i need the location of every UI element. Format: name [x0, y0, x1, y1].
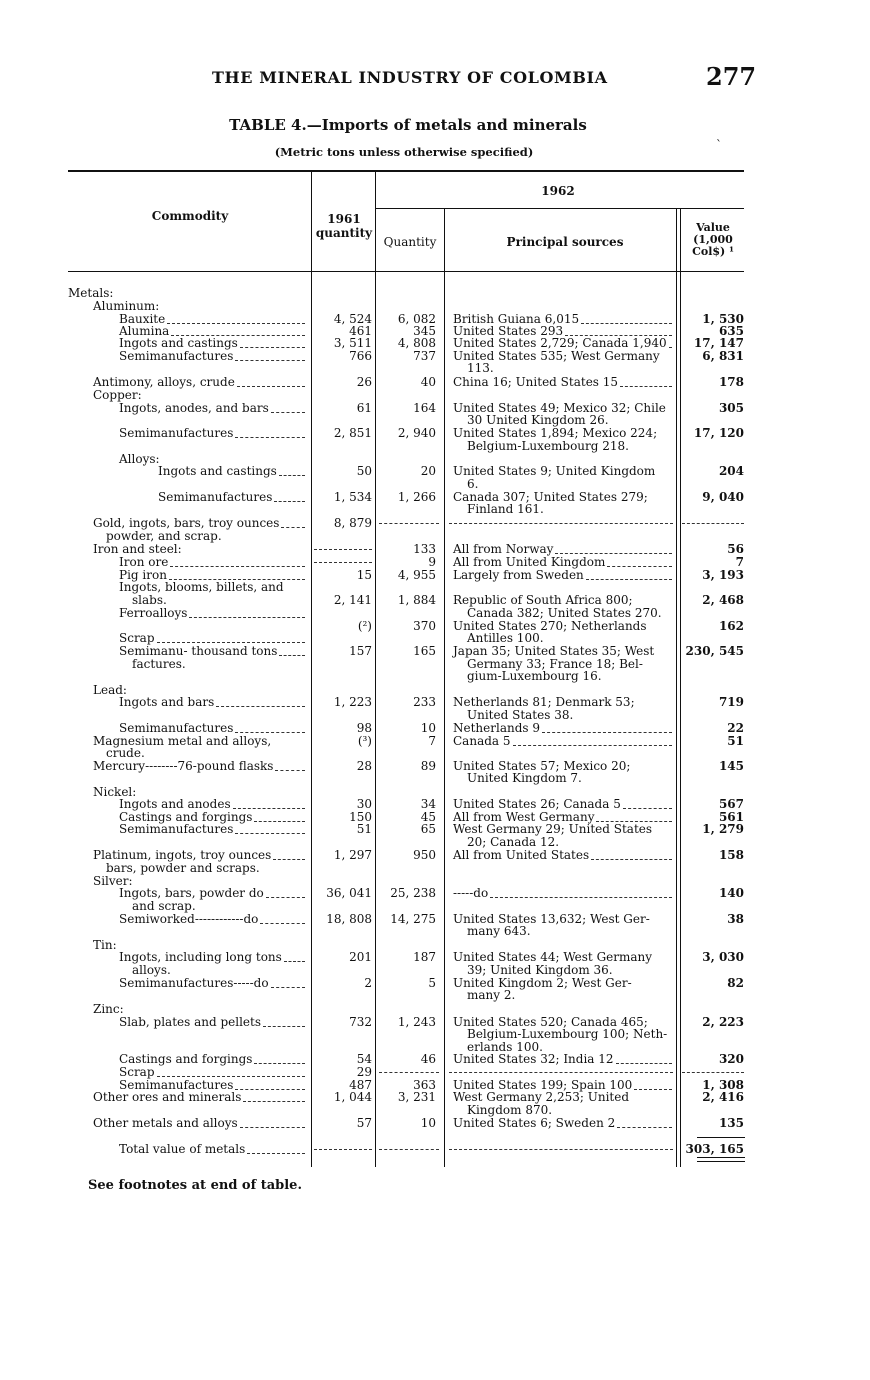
commodity-text: Mercury--------76-pound flasks	[93, 759, 274, 773]
leader-dots	[617, 1127, 672, 1128]
commodity-text: Other metals and alloys	[93, 1116, 238, 1130]
commodity-text: Semimanufactures	[119, 349, 234, 363]
quantity-1961: 4, 524	[333, 312, 372, 326]
value-1962: 561	[718, 810, 744, 824]
leader-dots	[555, 553, 672, 554]
quantity-1961: 461	[349, 324, 372, 338]
commodity-text: Iron and steel:	[93, 542, 182, 556]
quantity-1962: 65	[420, 822, 436, 836]
principal-sources: Netherlands 81; Denmark 53;	[453, 695, 635, 709]
principal-sources: United States 535; West Germany	[453, 349, 660, 363]
principal-sources: British Guiana 6,015	[453, 312, 580, 326]
leader-dots	[623, 808, 672, 809]
value-1962: 2, 416	[702, 1090, 744, 1104]
quantity-1962: 1, 266	[397, 490, 436, 504]
commodity-text: Semimanu- thousand tons	[119, 644, 278, 658]
quantity-1961: 1, 223	[333, 695, 372, 709]
commodity-text: Bauxite	[119, 312, 166, 326]
leader-dots	[254, 821, 305, 822]
leader-dots	[274, 501, 305, 502]
commodity-text: Magnesium metal and alloys,	[93, 734, 272, 748]
commodity-text: Ferroalloys	[119, 606, 188, 620]
value-1962: 3, 030	[702, 950, 744, 964]
quantity-1961: 150	[349, 810, 372, 824]
table-row	[0, 772, 870, 785]
principal-sources: Belgium-Luxembourg 218.	[467, 439, 629, 453]
table-row	[0, 1091, 870, 1104]
leader-dots	[243, 1101, 305, 1102]
principal-sources: Canada 5	[453, 734, 511, 748]
leader-dots	[157, 642, 305, 643]
header-value: Value (1,000 Col$) ¹	[692, 221, 734, 258]
quantity-1961: 30	[356, 797, 372, 811]
quantity-1962: 4, 955	[397, 568, 436, 582]
quantity-1962: 2, 940	[397, 426, 436, 440]
commodity-text: Lead:	[93, 683, 127, 697]
principal-sources: Japan 35; United States 35; West	[453, 644, 655, 658]
quantity-1962: 3, 231	[397, 1090, 436, 1104]
table-subtitle: (Metric tons unless otherwise specified)	[274, 145, 534, 159]
commodity-text: Scrap	[119, 631, 155, 645]
quantity-1961: 18, 808	[326, 912, 372, 926]
sources-blank	[449, 1072, 673, 1073]
table-title: TABLE 4.—Imports of metals and minerals	[229, 116, 587, 134]
running-title: THE MINERAL INDUSTRY OF COLOMBIA	[212, 68, 608, 87]
principal-sources: United Kingdom 7.	[467, 771, 582, 785]
principal-sources: Netherlands 9	[453, 721, 540, 735]
quantity-1962: 133	[413, 542, 436, 556]
commodity-text: Castings and forgings	[119, 810, 253, 824]
principal-sources: United States 38.	[467, 708, 574, 722]
quantity-1961: 51	[356, 822, 372, 836]
header-1962: 1962	[541, 184, 575, 198]
value-blank	[682, 523, 744, 524]
value-1962: 22	[727, 721, 744, 735]
principal-sources: All from United Kingdom	[453, 555, 606, 569]
value-1962: 51	[727, 734, 744, 748]
commodity-text: Semimanufactures	[119, 1078, 234, 1092]
leader-dots	[586, 579, 672, 580]
commodity-text: Semimanufactures	[119, 721, 234, 735]
principal-sources: United States 520; Canada 465;	[453, 1015, 648, 1029]
quantity-1961: 15	[356, 568, 372, 582]
leader-dots	[669, 347, 672, 348]
total-double-rule	[697, 1157, 745, 1162]
quantity-1962: 6, 082	[397, 312, 436, 326]
quantity-1961: 732	[349, 1015, 372, 1029]
commodity-text: Gold, ingots, bars, troy ounces	[93, 516, 280, 530]
quantity-1962: 370	[413, 619, 436, 633]
quantity-1962: 1, 884	[397, 593, 436, 607]
commodity-text: slabs.	[132, 593, 167, 607]
commodity-text: factures.	[132, 657, 186, 671]
principal-sources: Republic of South Africa 800;	[453, 593, 633, 607]
value-1962: 719	[718, 695, 744, 709]
quantity-1962: 345	[413, 324, 436, 338]
leader-dots	[616, 1063, 672, 1064]
leader-dots	[279, 655, 305, 656]
leader-dots	[634, 1089, 672, 1090]
table-row	[0, 925, 870, 938]
quantity-1962: 25, 238	[390, 886, 436, 900]
commodity-text: Ingots, bars, powder do	[119, 886, 264, 900]
value-1962: 303, 165	[685, 1142, 744, 1156]
principal-sources: United States 44; West Germany	[453, 950, 653, 964]
commodity-text: Alumina	[119, 324, 170, 338]
principal-sources: Finland 161.	[467, 502, 544, 516]
quantity-1962: 164	[413, 401, 436, 415]
principal-sources: Largely from Sweden	[453, 568, 584, 582]
quantity-1961-blank	[314, 1149, 372, 1150]
quantity-1961: 28	[356, 759, 372, 773]
table-row	[0, 503, 870, 516]
quantity-1961: 1, 044	[333, 1090, 372, 1104]
quantity-1961: 50	[356, 464, 372, 478]
table-row	[0, 427, 870, 440]
principal-sources: many 2.	[467, 988, 516, 1002]
leader-dots	[581, 323, 672, 324]
quantity-1961: 26	[356, 375, 372, 389]
stray-mark: `	[716, 138, 722, 152]
quantity-1961: 98	[356, 721, 372, 735]
value-1962: 140	[718, 886, 744, 900]
table-row	[0, 465, 870, 478]
quantity-1961: (²)	[357, 619, 372, 633]
quantity-1962: 14, 275	[390, 912, 436, 926]
principal-sources: China 16; United States 15	[453, 375, 619, 389]
leader-dots	[513, 745, 672, 746]
value-1962: 7	[735, 555, 744, 569]
value-1962: 1, 279	[702, 822, 744, 836]
quantity-1962: 187	[413, 950, 436, 964]
principal-sources: erlands 100.	[467, 1040, 543, 1054]
principal-sources: 39; United Kingdom 36.	[467, 963, 613, 977]
quantity-1961-blank	[314, 562, 372, 563]
leader-dots	[271, 412, 305, 413]
principal-sources: Germany 33; France 18; Bel-	[467, 657, 643, 671]
leader-dots	[254, 1063, 305, 1064]
commodity-text: Other ores and minerals	[93, 1090, 242, 1104]
quantity-1961: 2, 141	[333, 593, 372, 607]
leader-dots	[240, 347, 305, 348]
commodity-text: Semiworked------------do	[119, 912, 259, 926]
value-1962: 204	[718, 464, 744, 478]
quantity-1961: 2, 851	[333, 426, 372, 440]
quantity-1962: 233	[413, 695, 436, 709]
value-1962: 17, 120	[693, 426, 744, 440]
quantity-1962: 7	[428, 734, 436, 748]
principal-sources: West Germany 2,253; United	[453, 1090, 630, 1104]
value-1962: 2, 468	[702, 593, 744, 607]
header-1961-quantity: 1961 quantity	[315, 212, 373, 240]
commodity-text: alloys.	[132, 963, 171, 977]
quantity-1962: 4, 808	[397, 336, 436, 350]
leader-dots	[235, 732, 305, 733]
value-1962: 635	[718, 324, 744, 338]
quantity-1962: 737	[413, 349, 436, 363]
commodity-text: Semimanufactures	[119, 822, 234, 836]
value-1962: 162	[718, 619, 744, 633]
commodity-text: Ingots and castings	[119, 336, 238, 350]
table-row	[0, 362, 870, 375]
table-row	[0, 989, 870, 1002]
value-1962: 320	[718, 1052, 744, 1066]
quantity-1961: 157	[349, 644, 372, 658]
commodity-text: and scrap.	[132, 899, 196, 913]
commodity-text: Iron ore	[119, 555, 169, 569]
value-1962: 178	[718, 375, 744, 389]
leader-dots	[284, 961, 305, 962]
principal-sources: West Germany 29; United States	[453, 822, 653, 836]
principal-sources: United States 2,729; Canada 1,940	[453, 336, 667, 350]
principal-sources: All from Norway	[453, 542, 554, 556]
value-1962: 1, 308	[702, 1078, 744, 1092]
commodity-text: Tin:	[93, 938, 117, 952]
principal-sources: 6.	[467, 477, 479, 491]
commodity-text: Zinc:	[93, 1002, 124, 1016]
principal-sources: United States 199; Spain 100	[453, 1078, 633, 1092]
principal-sources: United States 293	[453, 324, 564, 338]
value-1962: 145	[718, 759, 744, 773]
quantity-1962: 10	[420, 1116, 436, 1130]
value-1962: 38	[727, 912, 744, 926]
principal-sources: Canada 382; United States 270.	[467, 606, 662, 620]
quantity-1961: (³)	[357, 734, 372, 748]
principal-sources: 20; Canada 12.	[467, 835, 560, 849]
leader-dots	[235, 437, 305, 438]
leader-dots	[237, 386, 305, 387]
value-1962: 17, 147	[693, 336, 744, 350]
value-1962: 1, 530	[702, 312, 744, 326]
value-1962: 305	[718, 401, 744, 415]
principal-sources: All from West Germany	[453, 810, 595, 824]
quantity-1962: 46	[420, 1052, 436, 1066]
table-row	[0, 696, 870, 709]
quantity-1962: 34	[420, 797, 436, 811]
commodity-text: Aluminum:	[93, 299, 160, 313]
principal-sources: United States 1,894; Mexico 224;	[453, 426, 658, 440]
year-span-rule	[376, 208, 744, 209]
table-row	[0, 951, 870, 964]
quantity-1961: 57	[356, 1116, 372, 1130]
principal-sources: United States 270; Netherlands	[453, 619, 647, 633]
value-1962: 567	[718, 797, 744, 811]
quantity-1962-blank	[379, 1149, 439, 1150]
table-row	[0, 1143, 870, 1156]
commodity-text: Silver:	[93, 874, 133, 888]
commodity-text: Slab, plates and pellets	[119, 1015, 262, 1029]
leader-dots	[266, 897, 305, 898]
commodity-text: Semimanufactures	[119, 426, 234, 440]
commodity-text: Nickel:	[93, 785, 137, 799]
commodity-text: Total value of metals	[119, 1142, 246, 1156]
table-row	[0, 670, 870, 683]
commodity-text: Semimanufactures-----do	[119, 976, 269, 990]
sources-blank	[449, 1149, 673, 1150]
commodity-text: Ingots and bars	[119, 695, 215, 709]
principal-sources: United States 6; Sweden 2	[453, 1116, 616, 1130]
principal-sources: -----do	[453, 886, 489, 900]
table-row	[0, 645, 870, 658]
quantity-1961: 487	[349, 1078, 372, 1092]
table-row	[0, 1117, 870, 1130]
quantity-1961: 8, 879	[333, 516, 372, 530]
leader-dots	[490, 897, 672, 898]
commodity-text: Semimanufactures	[158, 490, 273, 504]
principal-sources: Canada 307; United States 279;	[453, 490, 648, 504]
quantity-1962-blank	[379, 523, 439, 524]
table-row	[0, 823, 870, 836]
leader-dots	[189, 617, 305, 618]
quantity-1962: 950	[413, 848, 436, 862]
leader-dots	[620, 386, 672, 387]
quantity-1962: 1, 243	[397, 1015, 436, 1029]
total-underline	[697, 1137, 745, 1138]
principal-sources: United States 49; Mexico 32; Chile	[453, 401, 666, 415]
header-commodity: Commodity	[151, 209, 229, 223]
quantity-1961: 201	[349, 950, 372, 964]
principal-sources: Antilles 100.	[467, 631, 544, 645]
quantity-1962: 20	[420, 464, 436, 478]
leader-dots	[271, 987, 305, 988]
quantity-1961: 61	[356, 401, 372, 415]
leader-dots	[233, 808, 305, 809]
quantity-1962: 5	[428, 976, 436, 990]
leader-dots	[157, 1076, 305, 1077]
leader-dots	[279, 475, 305, 476]
leader-dots	[247, 1153, 305, 1154]
header-quantity: Quantity	[383, 235, 437, 249]
commodity-text: powder, and scrap.	[106, 529, 222, 543]
quantity-1961-blank	[314, 549, 372, 550]
quantity-1962-blank	[379, 1072, 439, 1073]
principal-sources: United Kingdom 2; West Ger-	[453, 976, 632, 990]
leader-dots	[235, 360, 305, 361]
quantity-1961: 36, 041	[326, 886, 372, 900]
table-row	[0, 887, 870, 900]
commodity-text: Ingots, blooms, billets, and	[119, 580, 284, 594]
leader-dots	[281, 527, 305, 528]
commodity-text: Scrap	[119, 1065, 155, 1079]
commodity-text: Ingots, anodes, and bars	[119, 401, 269, 415]
sources-blank	[449, 523, 673, 524]
value-1962: 82	[727, 976, 744, 990]
quantity-1962: 10	[420, 721, 436, 735]
commodity-text: Ingots and castings	[158, 464, 277, 478]
quantity-1961: 54	[356, 1052, 372, 1066]
quantity-1961: 29	[356, 1065, 372, 1079]
principal-sources: United States 32; India 12	[453, 1052, 614, 1066]
quantity-1962: 363	[413, 1078, 436, 1092]
header-principal-sources: Principal sources	[506, 235, 624, 249]
leader-dots	[275, 770, 305, 771]
quantity-1962: 45	[420, 810, 436, 824]
leader-dots	[260, 923, 305, 924]
principal-sources: United States 26; Canada 5	[453, 797, 621, 811]
principal-sources: United States 57; Mexico 20;	[453, 759, 631, 773]
principal-sources: United States 9; United Kingdom	[453, 464, 656, 478]
commodity-text: Ingots and anodes	[119, 797, 231, 811]
leader-dots	[170, 566, 305, 567]
table-row	[0, 1028, 870, 1041]
quantity-1961: 3, 511	[333, 336, 372, 350]
quantity-1962: 9	[428, 555, 436, 569]
principal-sources: gium-Luxembourg 16.	[467, 669, 602, 683]
commodity-text: crude.	[106, 746, 145, 760]
commodity-text: bars, powder and scraps.	[106, 861, 260, 875]
leader-dots	[263, 1026, 305, 1027]
leader-dots	[591, 859, 672, 860]
value-1962: 158	[718, 848, 744, 862]
quantity-1962: 40	[420, 375, 436, 389]
value-1962: 9, 040	[702, 490, 744, 504]
value-blank	[682, 1072, 744, 1073]
commodity-text: Antimony, alloys, crude	[93, 375, 235, 389]
leader-dots	[542, 732, 672, 733]
principal-sources: All from United States	[453, 848, 590, 862]
quantity-1961: 1, 297	[333, 848, 372, 862]
quantity-1961: 2	[364, 976, 372, 990]
principal-sources: Kingdom 870.	[467, 1103, 553, 1117]
value-1962: 2, 223	[702, 1015, 744, 1029]
leader-dots	[273, 859, 305, 860]
principal-sources: many 643.	[467, 924, 531, 938]
quantity-1961: 766	[349, 349, 372, 363]
leader-dots	[607, 566, 672, 567]
value-1962: 230, 545	[685, 644, 744, 658]
commodity-text: Metals:	[68, 286, 114, 300]
principal-sources: 30 United Kingdom 26.	[467, 413, 609, 427]
header-bottom-rule	[68, 271, 744, 272]
leader-dots	[235, 833, 305, 834]
page-number: 277	[706, 62, 757, 91]
quantity-1961: 1, 534	[333, 490, 372, 504]
commodity-text: Alloys:	[119, 452, 160, 466]
footer-note: See footnotes at end of table.	[88, 1178, 302, 1193]
leader-dots	[235, 1089, 305, 1090]
leader-dots	[240, 1127, 305, 1128]
value-1962: 56	[727, 542, 744, 556]
commodity-text: Platinum, ingots, troy ounces	[93, 848, 272, 862]
leader-dots	[216, 706, 305, 707]
quantity-1962: 89	[420, 759, 436, 773]
principal-sources: 113.	[467, 361, 494, 375]
principal-sources: United States 13,632; West Ger-	[453, 912, 650, 926]
commodity-text: Pig iron	[119, 568, 167, 582]
value-1962: 6, 831	[702, 349, 744, 363]
table-top-rule	[68, 170, 744, 172]
commodity-text: Copper:	[93, 388, 142, 402]
value-1962: 135	[718, 1116, 744, 1130]
quantity-1962: 165	[413, 644, 436, 658]
leader-dots	[167, 323, 305, 324]
commodity-text: Ingots, including long tons	[119, 950, 282, 964]
principal-sources: Belgium-Luxembourg 100; Neth-	[467, 1027, 668, 1041]
value-1962: 3, 193	[702, 568, 744, 582]
commodity-text: Castings and forgings	[119, 1052, 253, 1066]
